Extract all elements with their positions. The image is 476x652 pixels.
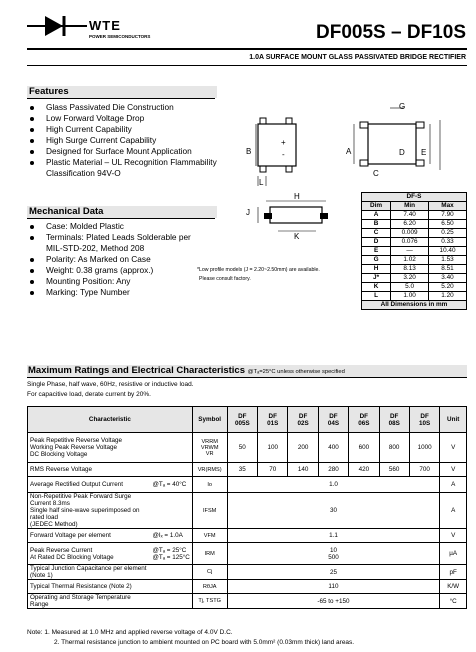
dim-min: 0.076 (391, 238, 429, 247)
ratings-row (28, 477, 467, 493)
value-cell: -65 to +150 (227, 594, 440, 609)
characteristic-cell (28, 477, 151, 493)
ratings-condition: @Tₐ=25°C unless otherwise specified (247, 369, 345, 375)
value-cell: 100 (258, 433, 288, 463)
symbol-text: VRWM (200, 444, 219, 451)
characteristic-text: Non-Repetitive Peak Forward Surge Current 8.3ms (30, 493, 132, 507)
part-suffix: 005S (234, 419, 250, 427)
col-symbol: Symbol (192, 407, 227, 433)
feature-item: Low Forward Voltage Drop (27, 113, 247, 124)
dim-label: A (362, 211, 391, 220)
dim-max: 0.33 (429, 238, 467, 247)
value-cell (227, 543, 440, 565)
dim-min: 5.0 (391, 283, 429, 292)
unit-cell: µA (440, 543, 467, 565)
footnote-line-2: Please consult factory. (199, 276, 251, 282)
page-title: DF005S – DF10S (316, 22, 466, 43)
col-characteristic: Characteristic (28, 407, 193, 433)
value-cell: 420 (349, 463, 379, 477)
unit-cell: pF (440, 565, 467, 580)
dimension-table (361, 192, 467, 310)
characteristic-text: (JEDEC Method) (30, 521, 78, 528)
ratings-row (28, 463, 467, 477)
characteristic-text: Typical Junction Capacitance per element (Note 1) (30, 565, 147, 579)
characteristic-cell (28, 543, 151, 565)
value-cell: 400 (318, 433, 348, 463)
part-suffix: 02S (297, 419, 309, 427)
ratings-row (28, 594, 467, 609)
condition-cell: @Iₓ = 1.0A (150, 529, 192, 543)
symbol-cell (192, 493, 227, 529)
dim-min: 8.13 (391, 265, 429, 274)
value-cell: 280 (318, 463, 348, 477)
part-number-header (227, 407, 258, 433)
condition-cell (150, 580, 192, 594)
label-b: B (246, 147, 252, 156)
condition-cell (150, 463, 192, 477)
part-prefix: DF (238, 412, 247, 420)
unit-cell: K/W (440, 580, 467, 594)
footnote-2: 2. Thermal resistance junction to ambient mounted on PC board with 5.0mm² (0.03mm thick) land areas. (54, 639, 355, 646)
condition-text: @Tₐ = 25°C (152, 546, 187, 554)
part-prefix: DF (298, 412, 308, 420)
ratings-row (28, 433, 467, 463)
package-side-view-diagram (346, 100, 446, 180)
dim-label: L (362, 292, 391, 301)
part-suffix: 08S (388, 419, 400, 427)
characteristic-text: Single half sine-wave superimposed on rated load (30, 507, 140, 521)
characteristic-cell (28, 433, 151, 463)
symbol-text: RθJA (202, 583, 217, 590)
characteristic-cell (28, 580, 151, 594)
characteristic-cell (28, 463, 151, 477)
part-number-header (409, 407, 439, 433)
part-suffix: 10S (418, 419, 431, 427)
value-text: 500 (328, 553, 339, 561)
label-e: E (421, 148, 427, 157)
symbol-cell (192, 477, 227, 493)
part-prefix: DF (389, 412, 399, 420)
symbol-text: VRRM (201, 438, 218, 445)
unit-cell: V (440, 529, 467, 543)
symbol-cell (192, 433, 227, 463)
unit-cell: A (440, 477, 467, 493)
value-cell: 50 (227, 433, 258, 463)
label-a: A (346, 147, 352, 156)
characteristic-text: Peak Repetitive Reverse Voltage (30, 437, 123, 444)
dim-row (362, 256, 467, 265)
dim-row (362, 283, 467, 292)
unit-cell: V (440, 463, 467, 477)
characteristic-text: At Rated DC Blocking Voltage (30, 553, 114, 561)
value-cell: 140 (288, 463, 318, 477)
part-suffix: 06S (358, 419, 370, 427)
label-j: J (246, 208, 250, 217)
symbol-cell (192, 529, 227, 543)
characteristic-cell (28, 493, 151, 529)
dim-table-footer: All Dimensions in mm (362, 301, 467, 310)
dim-row (362, 238, 467, 247)
dim-label: J* (362, 274, 391, 283)
symbol-cell (192, 543, 227, 565)
mechanical-item: Mounting Position: Any (27, 276, 247, 287)
characteristic-cell (28, 529, 151, 543)
characteristic-text: Forward Voltage per element (30, 532, 111, 539)
dim-label: B (362, 220, 391, 229)
dim-min: — (391, 247, 429, 256)
dim-label: D (362, 238, 391, 247)
part-prefix: DF (268, 412, 277, 420)
symbol-text: Io (207, 481, 213, 488)
condition-cell (150, 493, 192, 529)
label-h: H (294, 192, 300, 201)
label-k: K (294, 232, 300, 241)
symbol-cell (192, 594, 227, 609)
dim-max: 7.90 (429, 211, 467, 220)
value-cell: 1000 (409, 433, 439, 463)
characteristic-text: DC Blocking Voltage (30, 451, 88, 458)
dim-label: K (362, 283, 391, 292)
part-prefix: DF (329, 412, 338, 420)
mechanical-item: Weight: 0.38 grams (approx.) (27, 265, 247, 276)
dim-header: Dim (362, 202, 391, 211)
footnote-1: Note: 1. Measured at 1.0 MHz and applied reverse voltage of 4.0V D.C. (27, 629, 233, 636)
ratings-rule (27, 377, 467, 378)
mechanical-item: Marking: Type Number (27, 287, 247, 298)
dim-header: Max (429, 202, 467, 211)
part-number-header (379, 407, 409, 433)
ratings-note-1: Single Phase, half wave, 60Hz, resistive or inductive load. (27, 381, 194, 388)
dim-label: E (362, 247, 391, 256)
part-prefix: DF (359, 412, 369, 420)
dim-min: 7.40 (391, 211, 429, 220)
footnote-line-1: *Low profile models (J = 2.20~2.50mm) are available. (197, 267, 320, 273)
low-profile-footnote (197, 266, 320, 284)
mechanical-heading: Mechanical Data (27, 206, 217, 218)
symbol-text: VR (205, 450, 214, 457)
value-cell: 25 (227, 565, 440, 580)
value-cell: 1.1 (227, 529, 440, 543)
value-cell: 800 (379, 433, 409, 463)
dim-row (362, 274, 467, 283)
dim-max: 1.20 (429, 292, 467, 301)
dim-row (362, 211, 467, 220)
ratings-table (27, 406, 467, 609)
value-cell: 200 (288, 433, 318, 463)
dim-min: 1.00 (391, 292, 429, 301)
dim-max: 6.50 (429, 220, 467, 229)
label-g: G (399, 102, 406, 111)
symbol-text: Tj, TSTG (198, 598, 221, 604)
label-d: D (399, 148, 405, 157)
label-l: L (259, 178, 264, 187)
condition-cell (150, 543, 192, 565)
characteristic-text: Operating and Storage Temperature Range (30, 594, 131, 608)
dim-label: G (362, 256, 391, 265)
dim-max: 10.40 (429, 247, 467, 256)
features-list (27, 102, 247, 179)
condition-cell (150, 594, 192, 609)
mechanical-rule (27, 218, 215, 219)
dim-table-title: DF-S (362, 193, 467, 202)
dim-max: 5.20 (429, 283, 467, 292)
part-suffix: 01S (267, 419, 279, 427)
mechanical-item: Case: Molded Plastic (27, 221, 247, 232)
part-number-header (258, 407, 288, 433)
logo-text: WTE (89, 18, 121, 33)
label-minus: - (282, 150, 285, 159)
characteristic-text: Working Peak Reverse Voltage (30, 444, 118, 451)
subtitle-rule (27, 65, 467, 66)
unit-cell: °C (440, 594, 467, 609)
value-cell: 35 (227, 463, 258, 477)
part-suffix: 04S (327, 419, 340, 427)
value-cell: 700 (409, 463, 439, 477)
part-prefix: DF (420, 412, 429, 420)
ratings-row (28, 565, 467, 580)
ratings-row (28, 543, 467, 565)
ratings-row (28, 493, 467, 529)
features-rule (27, 98, 215, 99)
ratings-row (28, 580, 467, 594)
ratings-title: Maximum Ratings and Electrical Characteristics (28, 365, 245, 376)
dim-max: 3.40 (429, 274, 467, 283)
dim-max: 0.25 (429, 229, 467, 238)
value-text: 10 (329, 546, 337, 554)
symbol-text: VFM (203, 532, 216, 539)
condition-cell (150, 565, 192, 580)
dim-min: 1.02 (391, 256, 429, 265)
part-number-header (318, 407, 348, 433)
part-number-header (349, 407, 379, 433)
diode-logo-icon (27, 14, 87, 38)
condition-cell (150, 433, 192, 463)
dim-max: 1.53 (429, 256, 467, 265)
feature-item: Glass Passivated Die Construction (27, 102, 247, 113)
dim-row (362, 220, 467, 229)
mechanical-item: Polarity: As Marked on Case (27, 254, 247, 265)
unit-cell: A (440, 493, 467, 529)
features-heading: Features (27, 86, 217, 98)
feature-item-continued: Classification 94V-O (46, 168, 121, 178)
mechanical-list (27, 221, 247, 298)
characteristic-text: Peak Reverse Current (30, 546, 93, 554)
dim-label: H (362, 265, 391, 274)
ratings-note-2: For capacitive load, derate current by 20%. (27, 391, 151, 398)
feature-item: Designed for Surface Mount Application (27, 146, 247, 157)
unit-cell: V (440, 433, 467, 463)
symbol-text: IFSM (202, 507, 217, 514)
condition-cell: @Tₐ = 40°C (150, 477, 192, 493)
dim-label: C (362, 229, 391, 238)
characteristic-text: Average Rectified Output Current (30, 481, 123, 488)
label-c: C (373, 169, 379, 178)
mechanical-item: Terminals: Plated Leads Solderable per (27, 232, 247, 243)
value-cell: 70 (258, 463, 288, 477)
symbol-text: VR(RMS) (197, 466, 222, 473)
ratings-row (28, 529, 467, 543)
symbol-text: IRM (204, 550, 215, 557)
feature-item: Plastic Material – UL Recognition Flammability (27, 157, 247, 168)
symbol-cell (192, 565, 227, 580)
value-cell: 560 (379, 463, 409, 477)
logo (27, 14, 151, 46)
dim-min: 0.009 (391, 229, 429, 238)
col-unit: Unit (440, 407, 467, 433)
feature-item: High Current Capability (27, 124, 247, 135)
feature-item: High Surge Current Capability (27, 135, 247, 146)
dim-min: 6.20 (391, 220, 429, 229)
characteristic-text: RMS Reverse Voltage (30, 466, 92, 473)
value-cell: 1.0 (227, 477, 440, 493)
logo-subtitle: POWER SEMICONDUCTORS (89, 34, 151, 39)
symbol-text: Cj (207, 569, 213, 575)
symbol-cell (192, 580, 227, 594)
value-cell: 600 (349, 433, 379, 463)
package-top-view-diagram (240, 100, 310, 192)
dim-min: 3.20 (391, 274, 429, 283)
label-plus: + (281, 138, 286, 147)
page-subtitle: 1.0A SURFACE MOUNT GLASS PASSIVATED BRIDGE RECTIFIER (249, 54, 466, 61)
mechanical-item-continued: MIL-STD-202, Method 208 (46, 243, 145, 253)
condition-text: @Tₐ = 125°C (152, 553, 190, 561)
dim-row (362, 229, 467, 238)
characteristic-cell (28, 565, 151, 580)
value-cell: 110 (227, 580, 440, 594)
symbol-cell (192, 463, 227, 477)
dim-row (362, 247, 467, 256)
title-rule (27, 48, 467, 50)
value-cell: 30 (227, 493, 440, 529)
dim-row (362, 265, 467, 274)
dim-row (362, 292, 467, 301)
part-number-header (288, 407, 318, 433)
dim-header: Min (391, 202, 429, 211)
characteristic-text: Typical Thermal Resistance (Note 2) (30, 583, 132, 590)
footnotes (27, 628, 354, 648)
characteristic-cell (28, 594, 151, 609)
dim-max: 8.51 (429, 265, 467, 274)
